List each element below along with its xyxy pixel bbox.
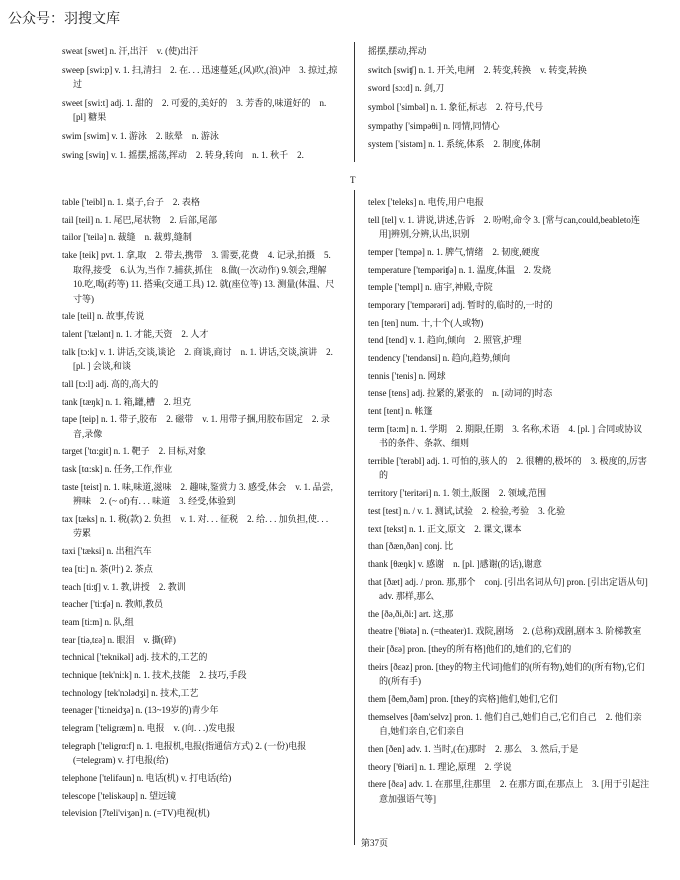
dictionary-entry: terrible ['terəbl] adj. 1. 可怕的,骇人的 2. 很糟的,极坏的 3. 极度的,厉害的 — [368, 455, 647, 481]
dictionary-entry: temporary ['tempərəri] adj. 暂时的,临时的,一时的 — [368, 299, 553, 310]
dictionary-entry: theirs [ðεəz] pron. [they的物主代词]他们的(所有物),她们的(所有物),它们的(所有手) — [368, 661, 645, 687]
dictionary-entry: telephone ['telifəun] n. 电话(机) v. 打电话(给) — [62, 772, 232, 783]
dictionary-entry: the [ðə,ði,ði:] art. 这,那 — [368, 608, 454, 619]
dictionary-entry: temperature ['tempəriʧə] n. 1. 温度,体温 2. 发烧 — [368, 264, 551, 275]
section-letter: T — [350, 175, 356, 185]
dictionary-entry: sword [sɔ:d] n. 剑,刀 — [368, 83, 445, 94]
dictionary-entry: target ['tɑ:git] n. 1. 靶子 2. 目标,对象 — [62, 446, 206, 457]
bottom-left-column — [62, 195, 338, 824]
dictionary-entry: tell [tel] v. 1. 讲说,讲述,告诉 2. 吩咐,命令 3. [常与can,could,beableto连用]辨别,分辨,认出,识别 — [368, 214, 640, 240]
dictionary-entry: ten [ten] num. 十,十个(人或物) — [368, 317, 484, 328]
dictionary-entry: tape [teip] n. 1. 带子,胶布 2. 磁带 v. 1. 用带子捆,用胶布固定 2. 录音,录像 — [62, 414, 330, 439]
dictionary-entry: technology [tek'nɔlədʒi] n. 技术,工艺 — [62, 687, 199, 698]
dictionary-entry: telex ['teleks] n. 电传,用户电报 — [368, 197, 484, 207]
dictionary-entry: task [tɑ:sk] n. 任务,工作,作业 — [62, 464, 173, 475]
dictionary-entry: telegraph ['teligrɑ:f] n. 1. 电报机,电报(指通信方式) 2. (一份)电报(=telegram) v. 打电报(给) — [62, 740, 307, 766]
dictionary-entry: theory ['θiəri] n. 1. 理论,原理 2. 学说 — [368, 761, 512, 772]
dictionary-entry: tent [tent] n. 帐篷 — [368, 406, 433, 417]
dictionary-entry: talk [tɔ:k] v. 1. 讲话,交谈,谈论 2. 商谈,商讨 n. 1. 讲话,交谈,演讲 2. [pl. ] 会谈,和谈 — [62, 346, 333, 372]
dictionary-entry: term [tə:m] n. 1. 学期 2. 期限,任期 3. 名称,术语 4. [pl. ] 合同或协议书的条件、条款、细则 — [368, 423, 643, 449]
dictionary-entry: teenager ['ti:neidʒə] n. (13~19岁的)青少年 — [62, 705, 219, 716]
dictionary-entry: 摇摆,摆动,挥动 — [368, 46, 427, 56]
dictionary-entry: sympathy ['simpəθi] n. 同情,同情心 — [368, 120, 500, 131]
column-divider-bottom — [354, 190, 355, 845]
dictionary-entry: take [teik] pvt. 1. 拿,取 2. 带去,携带 3. 需要,花费 4. 记录,拍摄 5.取得,接受 6.认为,当作 7.捕获,抓住 8.做(一次动作) 9.领会,理解 10.吃,喝(药等) 11. 搭乘(交通工具) 12. 就(座位等) 13. 测量(体温、尺寸等) — [62, 250, 336, 304]
account-header: 公众号：羽搜文库 — [8, 11, 120, 27]
dictionary-entry: thank [θæŋk] v. 感谢 n. [pl. ]感谢(的话),谢意 — [368, 558, 542, 569]
dictionary-entry: temple ['templ] n. 庙宇,神殿,寺院 — [368, 282, 493, 293]
dictionary-entry: television [7teli'viʒən] n. (=TV)电视(机) — [62, 808, 210, 819]
dictionary-entry: tax [tæks] n. 1. 税(款) 2. 负担 v. 1. 对. . . 征税 2. 给. . . 加负担,使. . . 劳累 — [62, 513, 329, 539]
dictionary-entry: territory ['teritəri] n. 1. 领土,版图 2. 领域,范围 — [368, 488, 547, 499]
dictionary-entry: their [ðεə] pron. [they的所有格]他们的,她们的,它们的 — [368, 644, 572, 655]
bottom-right-column — [368, 195, 650, 809]
dictionary-entry: tale [teil] n. 故事,传说 — [62, 311, 145, 322]
column-divider-top — [354, 42, 355, 162]
dictionary-entry: tendency ['tendənsi] n. 趋向,趋势,倾向 — [368, 353, 511, 363]
dictionary-entry: swing [swiŋ] v. 1. 摇摆,摇荡,挥动 2. 转身,转向 n. 1. 秋千 2. — [62, 149, 304, 160]
dictionary-entry: tail [teil] n. 1. 尾巴,尾状物 2. 后部,尾部 — [62, 214, 217, 225]
dictionary-entry: theatre ['θiətə] n. (=theater)1. 戏院,剧场 2. (总称)戏剧,剧本 3. 阶梯教室 — [368, 626, 642, 637]
dictionary-entry: tall [tɔ:l] adj. 高的,高大的 — [62, 378, 159, 389]
dictionary-entry: telescope ['teliskəup] n. 望远镜 — [62, 790, 177, 801]
dictionary-entry: than [ðæn,ðən] conj. 比 — [368, 541, 454, 552]
dictionary-entry: table ['teibl] n. 1. 桌子,台子 2. 表格 — [62, 197, 200, 207]
dictionary-entry: them [ðem,ðəm] pron. [they的宾格]他们,她们,它们 — [368, 694, 558, 704]
dictionary-entry: technical ['teknikəl] adj. 技术的,工艺的 — [62, 652, 208, 663]
dictionary-entry: there [ðεə] adv. 1. 在那里,往那里 2. 在那方面,在那点上 3. [用于引起注意加强语气等] — [368, 779, 650, 804]
dictionary-entry: then [ðen] adv. 1. 当时,(在)那时 2. 那么 3. 然后,于是 — [368, 743, 579, 754]
dictionary-entry: tank [tæŋk] n. 1. 箱,罐,槽 2. 坦克 — [62, 396, 191, 407]
dictionary-entry: sweat [swet] n. 汗,出汗 v. (使)出汗 — [62, 46, 199, 56]
dictionary-entry: temper ['tempə] n. 1. 脾气,情绪 2. 韧度,硬度 — [368, 246, 540, 257]
dictionary-entry: talent ['tælənt] n. 1. 才能,天资 2. 人才 — [62, 328, 209, 339]
dictionary-entry: swim [swim] v. 1. 游泳 2. 眩晕 n. 游泳 — [62, 131, 219, 142]
dictionary-entry: tend [tend] v. 1. 趋向,倾向 2. 照管,护理 — [368, 335, 522, 346]
dictionary-entry: tennis ['tenis] n. 网球 — [368, 370, 446, 381]
dictionary-entry: system ['sistəm] n. 1. 系统,体系 2. 制度,体制 — [368, 139, 541, 150]
dictionary-entry: text [tekst] n. 1. 正文,原文 2. 课文,课本 — [368, 523, 522, 534]
page-number: 第37页 — [361, 838, 389, 848]
dictionary-entry: taste [teist] n. 1. 味,味道,滋味 2. 趣味,鉴赏力 3. 感受,体会 v. 1. 品尝,辨味 2. (~ of)有. . . 味道 3. 经受,体验到 — [62, 481, 333, 507]
dictionary-entry: tailor ['teilə] n. 裁缝 n. 裁剪,缝制 — [62, 232, 192, 243]
dictionary-entry: technique [tek'ni:k] n. 1. 技术,技能 2. 技巧,手段 — [62, 669, 247, 680]
dictionary-entry: team [ti:m] n. 队,组 — [62, 616, 134, 627]
dictionary-entry: symbol ['simbəl] n. 1. 象征,标志 2. 符号,代号 — [368, 102, 544, 113]
dictionary-entry: themselves [ðəm'selvz] pron. 1. 他们自己,她们自己,它们自己 2. 他们亲自,她们亲自,它们亲自 — [368, 711, 642, 737]
dictionary-entry: taxi ['tæksi] n. 出租汽车 — [62, 546, 152, 557]
dictionary-entry: tear [tiə,tεə] n. 眼泪 v. 撕(碎) — [62, 634, 176, 645]
dictionary-entry: tea [ti:] n. 茶(叶) 2. 茶点 — [62, 563, 153, 574]
dictionary-entry: tense [tens] adj. 拉紧的,紧张的 n. [动词的]时态 — [368, 388, 553, 399]
dictionary-entry: telegram ['teligræm] n. 电报 v. (向. . .)发电报 — [62, 723, 236, 733]
top-right-column — [368, 44, 650, 156]
top-left-column — [62, 44, 340, 166]
dictionary-entry: that [ðæt] adj. / pron. 那,那个 conj. [引出名词从句] pron. [引出定语从句] adv. 那样,那么 — [368, 576, 648, 602]
dictionary-entry: teacher ['ti:ʧə] n. 教师,教员 — [62, 599, 163, 610]
dictionary-entry: switch [swiʧ] n. 1. 开关,电闸 2. 转变,转换 v. 转变,转换 — [368, 64, 587, 75]
dictionary-entry: sweep [swi:p] v. 1. 扫,清扫 2. 在. . . 迅速蔓延,(风)吹,(浪)冲 3. 掠过,掠过 — [62, 64, 338, 90]
dictionary-entry: sweet [swi:t] adj. 1. 甜的 2. 可爱的,美好的 3. 芳香的,味道好的 n. [pl] 糖果 — [62, 97, 327, 123]
dictionary-entry: teach [ti:ʧ] v. 1. 教,讲授 2. 教训 — [62, 581, 186, 592]
dictionary-entry: test [test] n. / v. 1. 测试,试验 2. 检验,考验 3. 化验 — [368, 505, 566, 516]
